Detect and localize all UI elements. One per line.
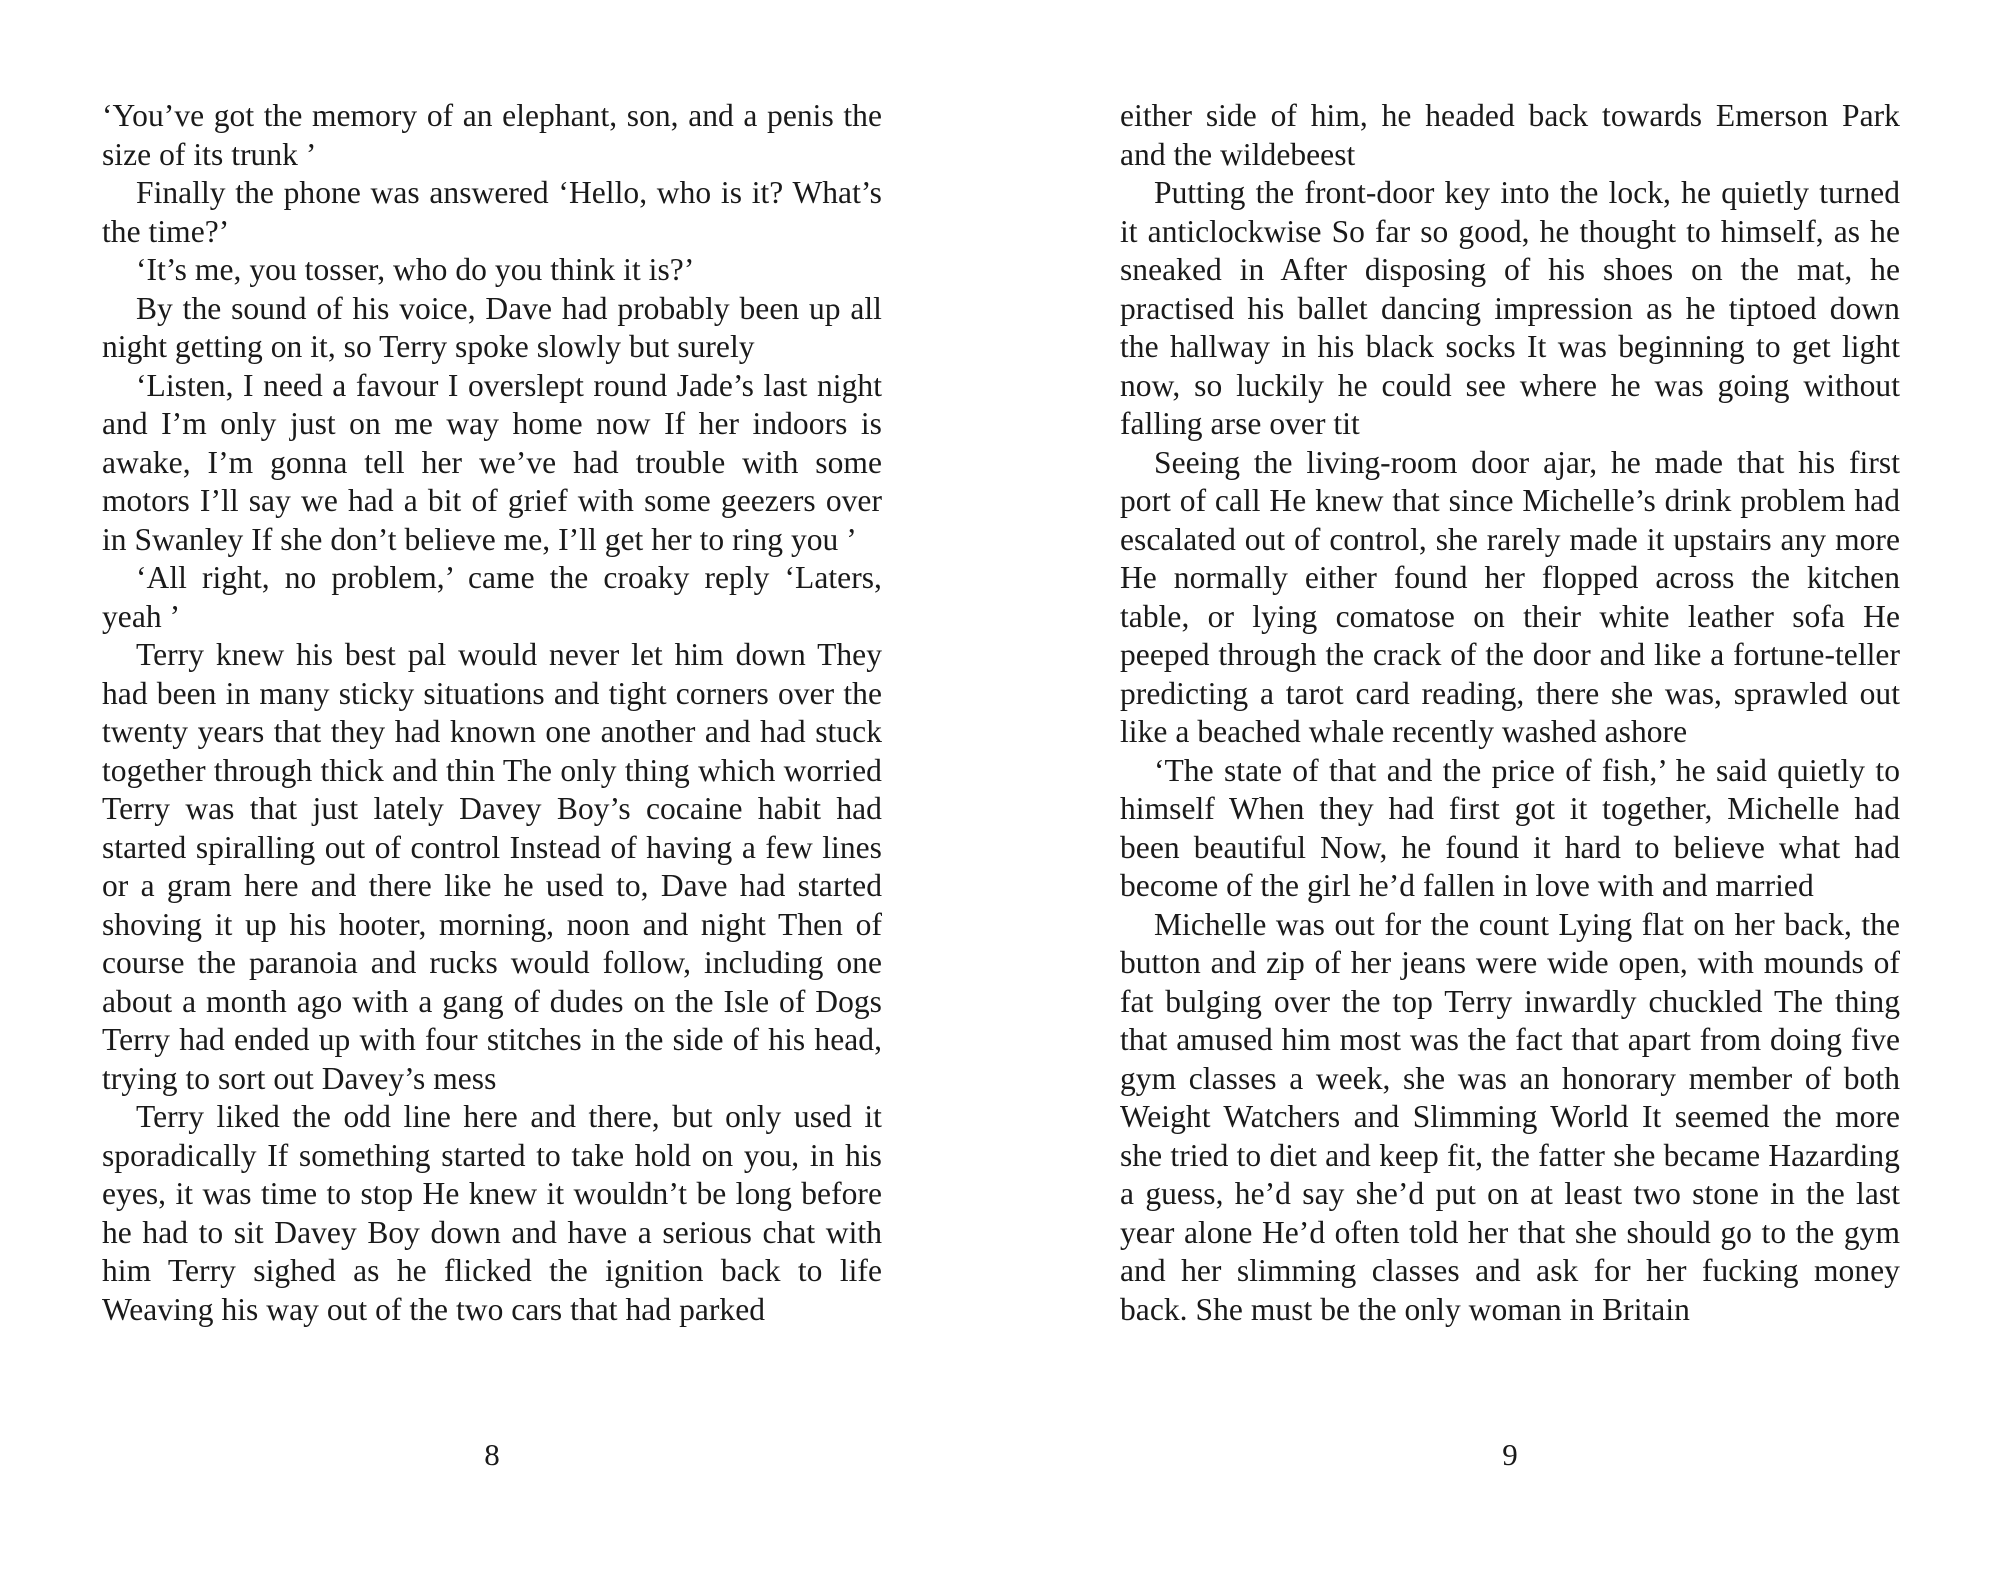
- right-page: [1120, 97, 1900, 1472]
- paragraph: ‘It’s me, you tosser, who do you think it is?’: [136, 252, 695, 287]
- paragraph: Seeing the living-room door ajar, he made that his first port of call He knew that since Michelle’s drink problem had escalated out of control, she rarely made it upstairs any more He normally either found her flopped across the kitchen table, or lying comatose on their white leather sofa He peeped through the crack of the door and like a fortune-teller predicting a tarot card reading, there she was, sprawled out like a beached whale recently washed ashore: [1120, 444, 1900, 749]
- paragraph: ‘The state of that and the price of fish,’ he said quietly to himself When they had first got it together, Michelle had been beautiful Now, he found it hard to believe what had become of the girl he’d fallen in love with and married: [1120, 752, 1900, 903]
- paragraph: either side of him, he headed back towards Emerson Park and the wildebeest: [1120, 98, 1900, 172]
- left-page: [102, 97, 882, 1472]
- paragraph: Putting the front-door key into the lock, he quietly turned it anticlockwise So far so good, he thought to himself, as he sneaked in After disposing of his shoes on the mat, he practised his ballet dancing impression as he tiptoed down the hallway in his black socks It was beginning to get light now, so luckily he could see where he was going without falling arse over tit: [1120, 175, 1900, 441]
- paragraph: Terry knew his best pal would never let him down They had been in many sticky situations and tight corners over the twenty years that they had known one another and had stuck together through thick and thin The only thing which worried Terry was that just lately Davey Boy’s cocaine habit had started spiralling out of control Instead of having a few lines or a gram here and there like he used to, Dave had started shoving it up his hooter, morning, noon and night Then of course the paranoia and rucks would follow, including one about a month ago with a gang of dudes on the Isle of Dogs Terry had ended up with four stitches in the side of his head, trying to sort out Davey’s mess: [102, 637, 882, 1096]
- right-page-body: [1120, 97, 1900, 1329]
- paragraph: Terry liked the odd line here and there, but only used it sporadically If something started to take hold on you, in his eyes, it was time to stop He knew it wouldn’t be long before he had to sit Davey Boy down and have a serious chat with him Terry sighed as he flicked the ignition back to life Weaving his way out of the two cars that had parked: [102, 1099, 882, 1327]
- page-number-left: 8: [484, 1437, 500, 1472]
- paragraph: Michelle was out for the count Lying flat on her back, the button and zip of her jeans were wide open, with mounds of fat bulging over the top Terry inwardly chuckled The thing that amused him most was the fact that apart from doing five gym classes a week, she was an honorary member of both Weight Watchers and Slimming World It seemed the more she tried to diet and keep fit, the fatter she became Hazarding a guess, he’d say she’d put on at least two stone in the last year alone He’d often told her that she should go to the gym and her slimming classes and ask for her fucking money back. She must be the only woman in Britain: [1120, 906, 1900, 1327]
- paragraph: ‘All right, no problem,’ came the croaky reply ‘Laters, yeah ’: [102, 560, 882, 634]
- paragraph: ‘You’ve got the memory of an elephant, son, and a penis the size of its trunk ’: [102, 98, 882, 172]
- page-number-right: 9: [1502, 1437, 1518, 1472]
- paragraph: By the sound of his voice, Dave had probably been up all night getting on it, so Terry spoke slowly but surely: [102, 290, 882, 364]
- paragraph: Finally the phone was answered ‘Hello, who is it? What’s the time?’: [102, 175, 882, 249]
- paragraph: ‘Listen, I need a favour I overslept round Jade’s last night and I’m only just on me way home now If her indoors is awake, I’m gonna tell her we’ve had trouble with some motors I’ll say we had a bit of grief with some geezers over in Swanley If she don’t believe me, I’ll get her to ring you ’: [102, 367, 882, 557]
- left-page-body: [102, 97, 882, 1329]
